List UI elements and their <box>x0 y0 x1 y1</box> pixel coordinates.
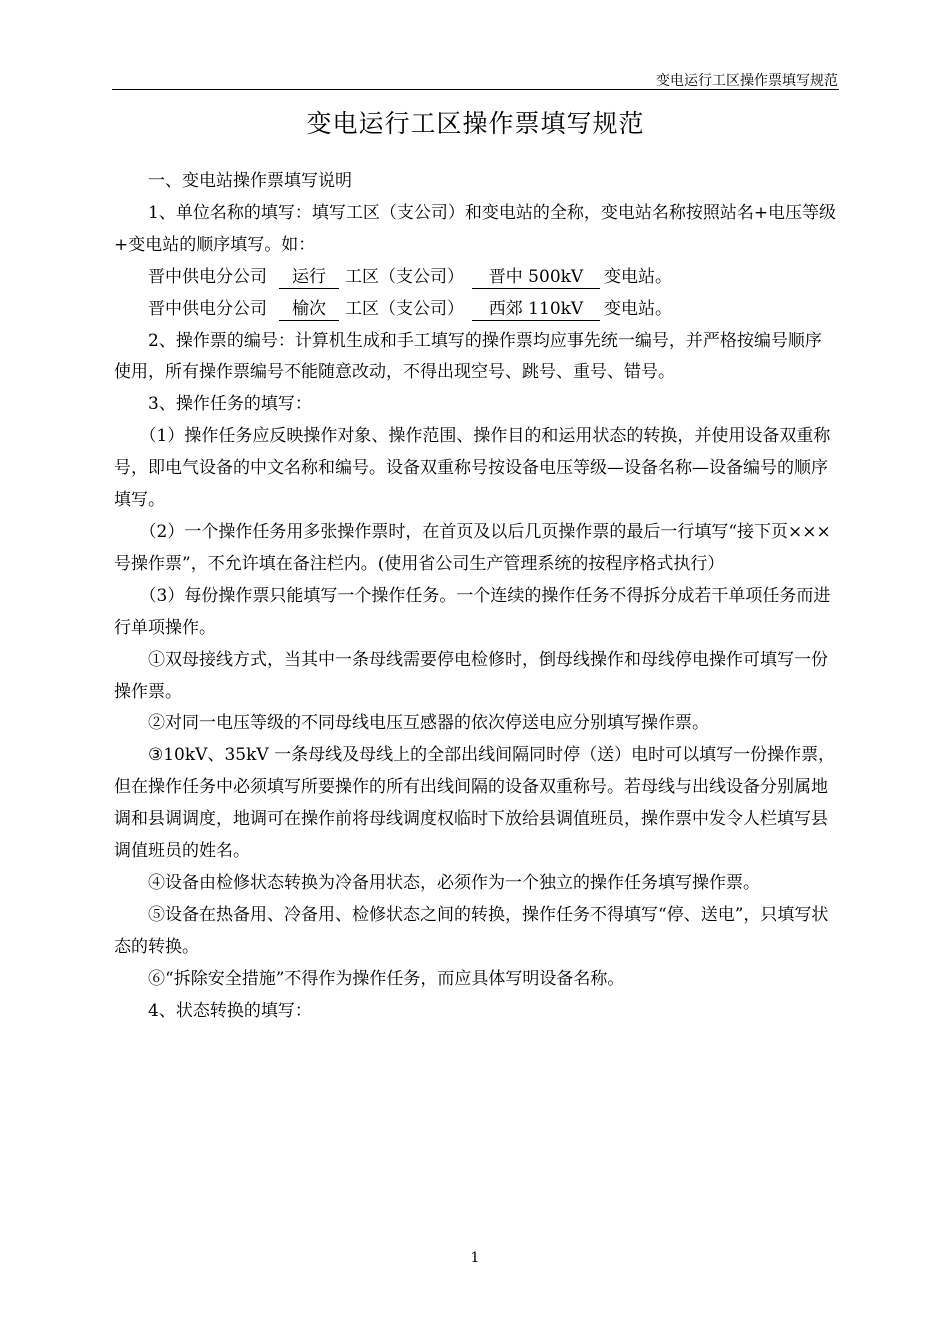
document-title: 变电运行工区操作票填写规范 <box>306 109 645 138</box>
item3-clause-5: ⑤设备在热备用、冷备用、检修状态之间的转换，操作任务不得填写“停、送电”，只填写状态的转换。 <box>114 904 829 957</box>
header-rule <box>112 89 839 90</box>
item3-clause-2: ②对同一电压等级的不同母线电压互感器的依次停送电应分别填写操作票。 <box>148 713 709 734</box>
item3-clause-4: ④设备由检修状态转换为冷备用状态，必须作为一个独立的操作任务填写操作票。 <box>148 872 760 893</box>
item3-clause-1: ①双母接线方式，当其中一条母线需要停电检修时，倒母线操作和母线停电操作可填写一份操作票。 <box>114 649 828 702</box>
item1-text: 1、单位名称的填写：填写工区（支公司）和变电站的全称，变电站名称按照站名+电压等级+变电站的顺序填写。如： <box>114 202 837 255</box>
example-unit-suffix: 工区（支公司） <box>345 298 464 319</box>
example-line-2 <box>114 294 838 326</box>
example-station-blank: 西郊 110kV <box>472 298 600 321</box>
item2-text: 2、操作票的编号：计算机生成和手工填写的操作票均应事先统一编号，并严格按编号顺序使用，所有操作票编号不能随意改动，不得出现空号、跳号、重号、错号。 <box>114 330 822 383</box>
example-company: 晋中供电分公司 <box>148 298 267 319</box>
item3-clause-6: ⑥“拆除安全措施”不得作为操作任务，而应具体写明设备名称。 <box>148 968 625 989</box>
example-unit-blank: 榆次 <box>279 298 339 321</box>
item3-clause-3: ③10kV、35kV 一条母线及母线上的全部出线间隔同时停（送）电时可以填写一份操作票，但在操作任务中必须填写所要操作的所有出线间隔的设备双重称号。若母线与出线设备分别属地调和县调调度，地调可在操作前将母线调度权临时下放给县调值班员，操作票中发令人栏填写县调值班员的姓名。 <box>114 745 836 862</box>
example-line-1 <box>114 262 838 294</box>
example-unit-blank: 运行 <box>279 266 339 289</box>
document-body <box>114 166 838 1027</box>
item3-sub2: （2）一个操作任务用多张操作票时，在首页及以后几页操作票的最后一行填写“接下页×××号操作票”，不允许填在备注栏内。(使用省公司生产管理系统的按程序格式执行） <box>114 521 831 574</box>
example-station-suffix: 变电站。 <box>604 298 672 319</box>
item4-heading: 4、状态转换的填写： <box>148 1000 312 1021</box>
page-number: 1 <box>470 1250 480 1266</box>
item3-sub3: （3）每份操作票只能填写一个操作任务。一个连续的操作任务不得拆分成若干单项任务而进行单项操作。 <box>114 585 831 638</box>
item3-heading: 3、操作任务的填写： <box>148 394 312 415</box>
example-company: 晋中供电分公司 <box>148 266 267 287</box>
example-station-blank: 晋中 500kV <box>472 266 600 289</box>
example-station-suffix: 变电站。 <box>604 266 672 287</box>
section-heading: 一、变电站操作票填写说明 <box>148 171 352 191</box>
example-unit-suffix: 工区（支公司） <box>345 266 464 287</box>
item3-sub1: （1）操作任务应反映操作对象、操作范围、操作目的和运用状态的转换，并使用设备双重称号，即电气设备的中文名称和编号。设备双重称号按设备电压等级—设备名称—设备编号的顺序填写。 <box>114 426 831 511</box>
running-header: 变电运行工区操作票填写规范 <box>656 73 838 89</box>
